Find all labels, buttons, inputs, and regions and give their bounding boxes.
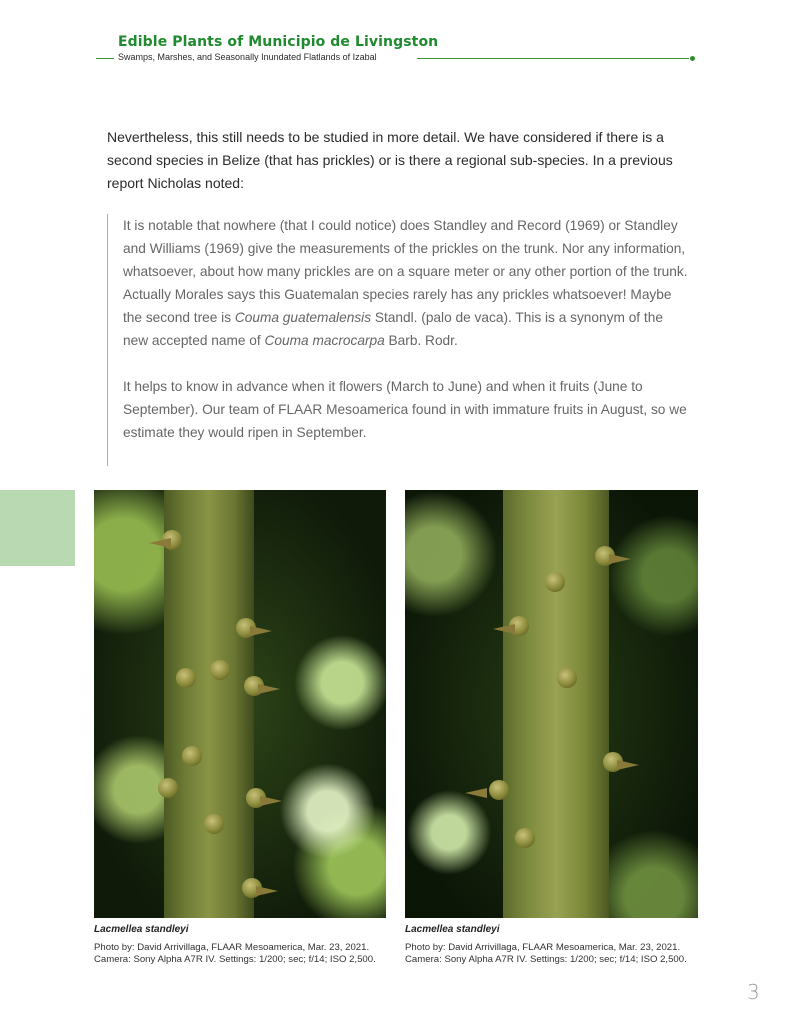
intro-paragraph: Nevertheless, this still needs to be studied in more detail. We have considered if there is a second species in Belize (that has prickles) or is there a regional sub-species. In a previous report Nicholas noted: — [107, 129, 673, 191]
prickle-thorn — [258, 684, 280, 694]
prickle-knob — [557, 668, 577, 688]
prickle-thorn — [149, 538, 171, 548]
prickle-thorn — [260, 796, 282, 806]
quote-paragraph-2: It helps to know in advance when it flowers (March to June) and when it fruits (June to September). Our team of FLAAR Mesoamerica found in with immature fruits in August, so we estimate they would ripen in September. — [123, 379, 687, 440]
prickle-knob — [515, 828, 535, 848]
quote-text-1: It is notable that nowhere (that I could notice) does Standley and Record (1969) or Standley and Williams (1969) give the measurements of the prickles on the trunk. Nor any information, whatsoever, about how many prickles are on a square meter or any other portion of the trunk. Actually Morales says this Guatemalan species rarely has any prickles whatsoever! Maybe the second tree is — [123, 218, 688, 325]
trunk — [164, 490, 254, 918]
quote-text-2: Standl. (palo de vaca). This is a synonym of the new accepted name of — [123, 310, 663, 348]
trunk — [503, 490, 609, 918]
side-tab — [0, 490, 75, 566]
header-subtitle: Swamps, Marshes, and Seasonally Inundated Flatlands of Izabal — [118, 52, 377, 62]
prickle-knob — [182, 746, 202, 766]
prickle-knob — [210, 660, 230, 680]
prickle-thorn — [493, 624, 515, 634]
header-rule-left — [96, 58, 114, 59]
header-rule-dot — [690, 56, 695, 61]
prickle-thorn — [250, 626, 272, 636]
block-quote — [107, 214, 689, 466]
header-rule-right — [417, 58, 689, 59]
prickle-thorn — [609, 554, 631, 564]
page-number: 3 — [747, 980, 760, 1004]
photo-left — [94, 490, 386, 918]
quote-italic-species-2: Couma macrocarpa — [264, 333, 385, 348]
prickle-knob — [158, 778, 178, 798]
quote-text-3: Barb. Rodr. — [384, 333, 458, 348]
caption-title-right: Lacmellea standleyi — [405, 924, 500, 935]
prickle-thorn — [617, 760, 639, 770]
prickle-knob — [204, 814, 224, 834]
caption-title-left: Lacmellea standleyi — [94, 924, 189, 935]
prickle-thorn — [465, 788, 487, 798]
caption-body-left: Photo by: David Arrivillaga, FLAAR Mesoamerica, Mar. 23, 2021. Camera: Sony Alpha A7R IV. Settings: 1/200; sec; f/14; ISO 2,500. — [94, 942, 376, 965]
header-title: Edible Plants of Municipio de Livingston — [118, 34, 439, 50]
quote-italic-species-1: Couma guatemalensis — [234, 310, 372, 325]
caption-body-right: Photo by: David Arrivillaga, FLAAR Mesoamerica, Mar. 23, 2021. Camera: Sony Alpha A7R IV. Settings: 1/200; sec; f/14; ISO 2,500. — [405, 942, 687, 965]
prickle-knob — [489, 780, 509, 800]
quote-paragraph-1 — [123, 214, 689, 352]
prickle-knob — [545, 572, 565, 592]
prickle-thorn — [256, 886, 278, 896]
prickle-knob — [176, 668, 196, 688]
photo-right — [405, 490, 698, 918]
